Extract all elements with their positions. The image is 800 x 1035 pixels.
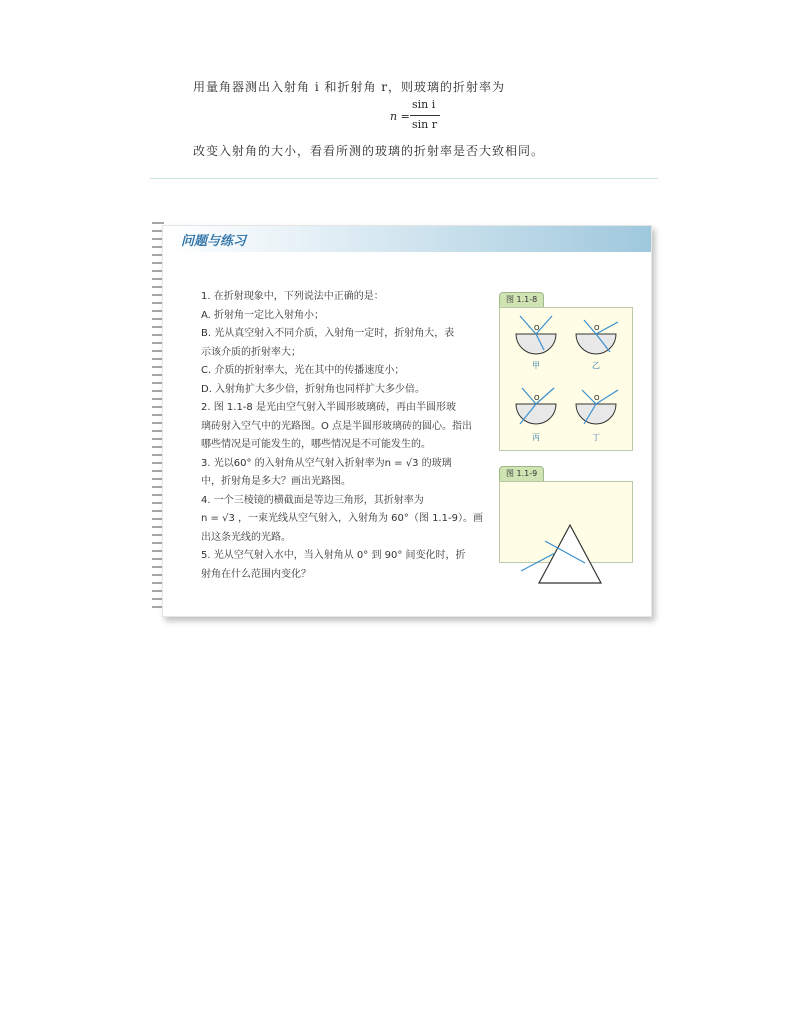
divider-line — [150, 178, 658, 179]
intro-line-1: 用量角器测出入射角 i 和折射角 r，则玻璃的折射率为 — [193, 80, 506, 94]
question-line: n = √3 ，一束光线从空气射入，入射角为 60°（图 1.1-9）。画 — [201, 513, 483, 524]
question-line: 1. 在折射现象中，下列说法中正确的是： — [201, 291, 384, 302]
question-line: 4. 一个三棱镜的横截面是等边三角形，其折射率为 — [201, 494, 424, 506]
intro-line-2: 改变入射角的大小，看看所测的玻璃的折射率是否大致相同。 — [193, 144, 545, 158]
diagram-label-yi: 乙 — [592, 361, 600, 370]
origin-label: O — [534, 324, 540, 332]
question-line: A. 折射角一定比入射角小； — [201, 309, 325, 321]
refraction-formula — [390, 98, 450, 138]
origin-label: O — [534, 394, 540, 402]
formula-denominator: sin r — [412, 118, 438, 131]
origin-label: O — [594, 394, 600, 402]
diagram-label-bing: 丙 — [532, 433, 540, 442]
question-line: D. 入射角扩大多少倍，折射角也同样扩大多少倍。 — [201, 383, 426, 395]
question-line: B. 光从真空射入不同介质，入射角一定时，折射角大，表 — [201, 328, 455, 339]
origin-label: O — [594, 324, 600, 332]
fraction-bar — [410, 115, 440, 116]
exercise-card — [162, 225, 652, 617]
diagram-label-ding: 丁 — [592, 433, 600, 442]
figure-1-1-8 — [499, 307, 633, 451]
question-line: 5. 光从空气射入水中，当入射角从 0° 到 90° 间变化时，折 — [201, 550, 466, 561]
question-line: 3. 光以60° 的入射角从空气射入折射率为n = √3 的玻璃 — [201, 457, 452, 469]
question-line: 中，折射角是多大？画出光路图。 — [201, 476, 351, 487]
question-line: 出这条光线的光路。 — [201, 531, 291, 543]
figure-label-2: 图 1.1-9 — [499, 466, 544, 482]
question-line: 示该介质的折射率大； — [201, 346, 301, 358]
question-list — [201, 288, 501, 584]
prism-diagram — [499, 481, 639, 591]
question-line: C. 介质的折射率大，光在其中的传播速度小； — [201, 365, 405, 376]
section-title: 问题与练习 — [181, 234, 247, 249]
question-line: 哪些情况是可能发生的，哪些情况是不可能发生的。 — [201, 439, 431, 450]
figure-label-1: 图 1.1-8 — [499, 292, 544, 308]
question-line: 璃砖射入空气中的光路图。O 点是半圆形玻璃砖的圆心。指出 — [201, 420, 473, 432]
question-line: 射角在什么范围内变化？ — [201, 568, 311, 580]
semicircle-diagrams — [500, 308, 632, 450]
section-header — [163, 226, 651, 252]
diagram-label-jia: 甲 — [532, 361, 540, 370]
formula-numerator: sin i — [412, 98, 436, 111]
formula-n: n = — [390, 110, 410, 123]
question-line: 2. 图 1.1-8 是光由空气射入半圆形玻璃砖，再由半圆形玻 — [201, 402, 456, 413]
